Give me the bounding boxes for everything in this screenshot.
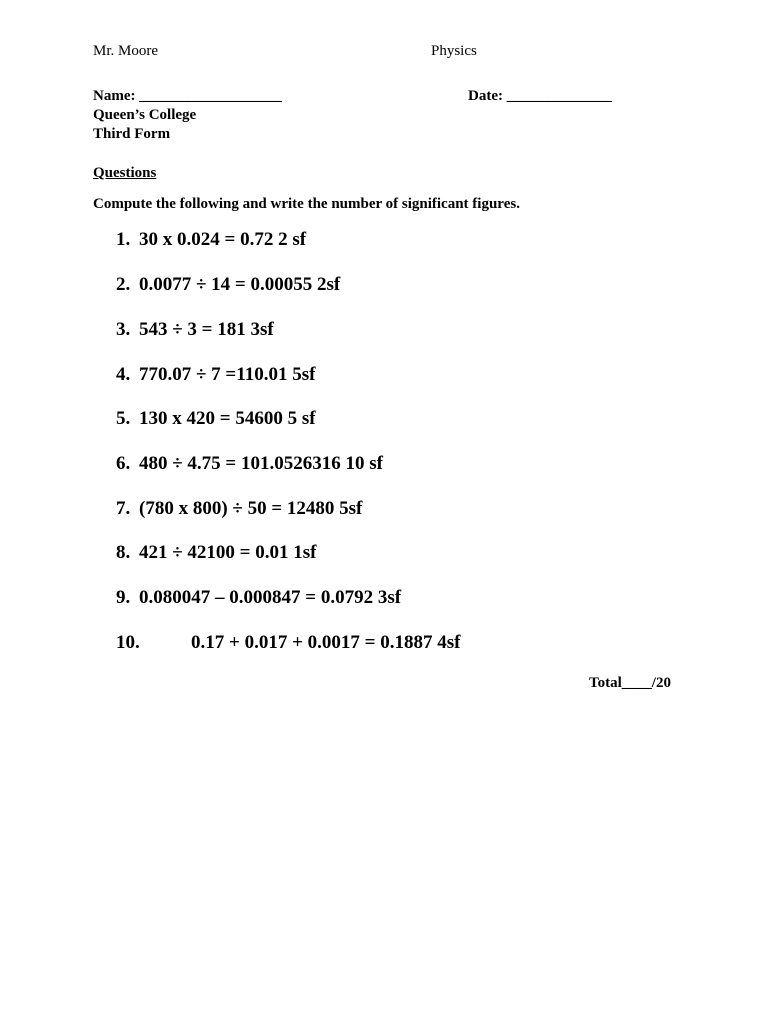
question-text: 0.0077 ÷ 14 = 0.00055 2sf <box>139 274 341 295</box>
subject-name: Physics <box>431 43 477 59</box>
question-number: 10. <box>116 632 140 653</box>
question-number: 4. <box>116 364 131 385</box>
instruction-text: Compute the following and write the number of significant figures. <box>93 196 520 212</box>
date-field: Date: ______________ <box>468 88 612 104</box>
question-number: 7. <box>116 498 131 519</box>
question-text: (780 x 800) ÷ 50 = 12480 5sf <box>139 498 363 519</box>
question-number: 8. <box>116 542 131 563</box>
question-number: 5. <box>116 408 131 429</box>
question-number: 1. <box>116 229 131 250</box>
total-score: Total____/20 <box>589 675 671 691</box>
question-text: 30 x 0.024 = 0.72 2 sf <box>139 229 307 250</box>
name-field: Name: ___________________ <box>93 88 282 104</box>
question-text: 421 ÷ 42100 = 0.01 1sf <box>139 542 317 563</box>
section-title: Questions <box>93 165 157 181</box>
form-level: Third Form <box>93 126 171 142</box>
question-text: 0.080047 – 0.000847 = 0.0792 3sf <box>139 587 402 608</box>
question-text: 543 ÷ 3 = 181 3sf <box>139 319 274 340</box>
question-number: 2. <box>116 274 131 295</box>
teacher-name: Mr. Moore <box>93 43 158 59</box>
question-text: 770.07 ÷ 7 =110.01 5sf <box>139 364 316 385</box>
question-text: 480 ÷ 4.75 = 101.0526316 10 sf <box>139 453 383 474</box>
question-number: 9. <box>116 587 131 608</box>
question-number: 6. <box>116 453 131 474</box>
question-text: 0.17 + 0.017 + 0.0017 = 0.1887 4sf <box>191 632 461 653</box>
question-text: 130 x 420 = 54600 5 sf <box>139 408 316 429</box>
question-number: 3. <box>116 319 131 340</box>
school-name: Queen’s College <box>93 107 197 123</box>
